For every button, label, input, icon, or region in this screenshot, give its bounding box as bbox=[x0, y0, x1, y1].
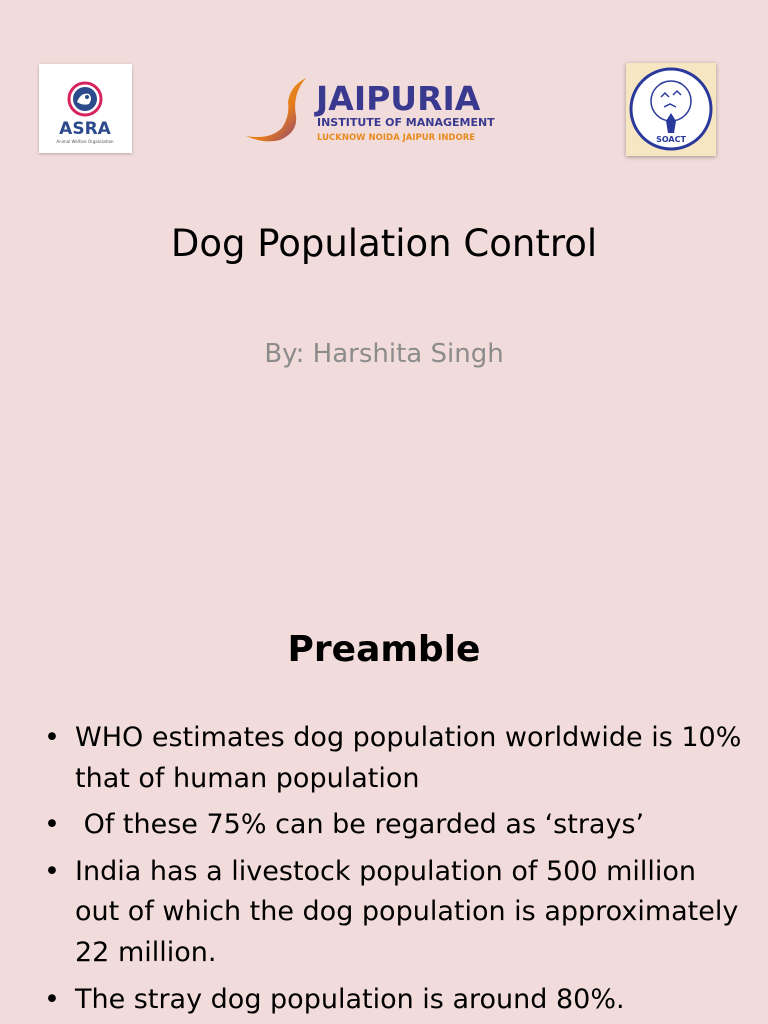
bullet-item bbox=[44, 852, 744, 974]
asra-logo bbox=[39, 64, 132, 153]
bullet-text: India has a livestock population of 500 million out of which the dog population is approximately 22 million. bbox=[75, 855, 739, 968]
slide-title: Dog Population Control bbox=[170, 222, 598, 265]
jaipuria-logo-graphic bbox=[240, 76, 502, 146]
bullet-text: Of these 75% can be regarded as ‘strays’ bbox=[75, 809, 645, 840]
soact-logo bbox=[626, 63, 716, 156]
bullet-item bbox=[44, 805, 744, 846]
svg-text:SOACT: SOACT bbox=[656, 135, 686, 144]
bullet-list bbox=[44, 718, 744, 1024]
bullet-icon: • bbox=[44, 809, 60, 840]
bullet-item bbox=[44, 980, 744, 1021]
section-heading: Preamble bbox=[287, 629, 481, 670]
bullet-item bbox=[44, 718, 744, 799]
svg-text:LUCKNOW NOIDA JAIPUR INDORE: LUCKNOW NOIDA JAIPUR INDORE bbox=[317, 133, 476, 143]
svg-text:Animal Welfare Organization: Animal Welfare Organization bbox=[56, 139, 114, 144]
jaipuria-logo bbox=[240, 76, 502, 146]
author-subtitle: By: Harshita Singh bbox=[264, 339, 504, 369]
bullet-icon: • bbox=[44, 855, 60, 887]
asra-logo-graphic bbox=[39, 64, 132, 153]
bullet-text: WHO estimates dog population worldwide is 10% that of human population bbox=[75, 722, 742, 794]
bullet-icon: • bbox=[44, 984, 60, 1015]
soact-logo-graphic bbox=[626, 63, 716, 156]
svg-text:ASRA: ASRA bbox=[59, 119, 111, 139]
bullet-icon: • bbox=[44, 722, 60, 753]
bullet-text: The stray dog population is around 80%. bbox=[75, 984, 625, 1015]
svg-text:INSTITUTE OF MANAGEMENT: INSTITUTE OF MANAGEMENT bbox=[317, 116, 495, 129]
svg-text:JAIPURIA: JAIPURIA bbox=[316, 79, 481, 118]
